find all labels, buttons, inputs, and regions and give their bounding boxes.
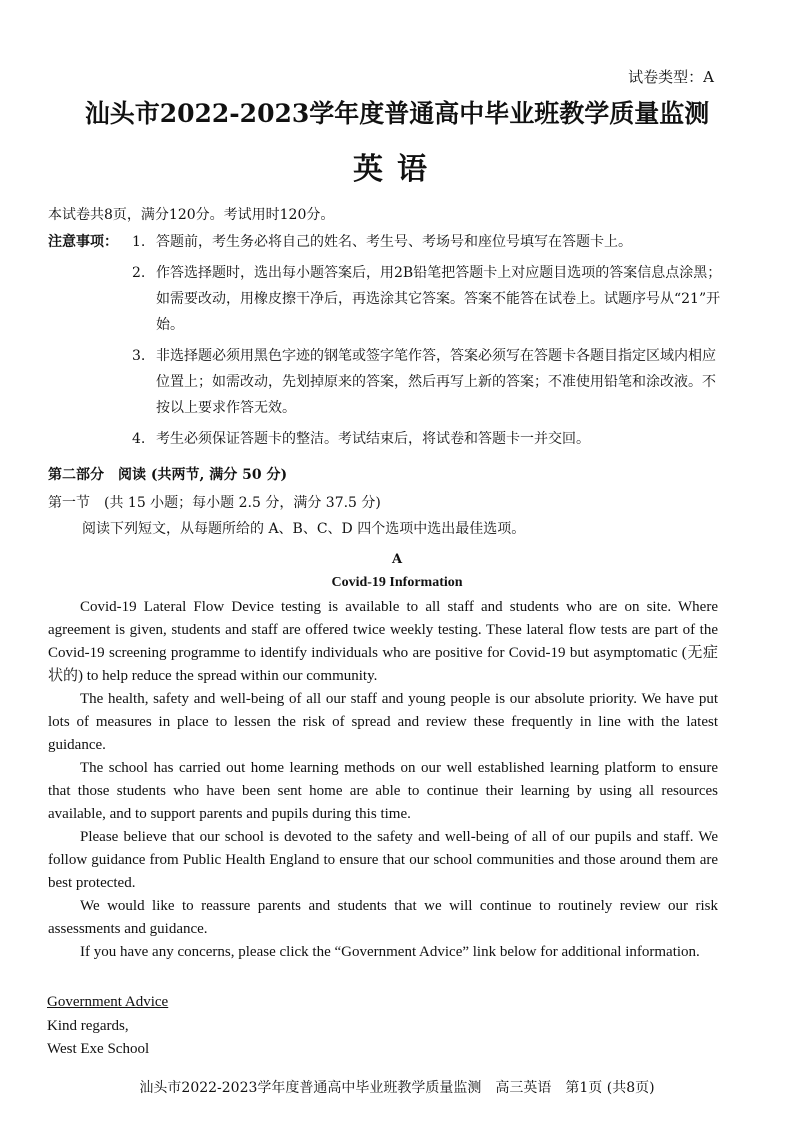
note-item <box>48 426 728 452</box>
note-text: 非选择题必须用黑色字迹的钢笔或签字笔作答，答案必须写在答题卡各题目指定区域内相应位置上；如需改动，先划掉原来的答案，然后再写上新的答案；不准使用铅笔和涂改液。不按以上要求作答无效。 <box>156 348 716 416</box>
passage-paragraph: Please believe that our school is devoted to the safety and well-being of all of our pupils and staff. We follow guidance from Public Health England to ensure that our school communities and those around them are best protected. <box>48 829 718 891</box>
exam-title: 汕头市2022-2023学年度普通高中毕业班教学质量监测 <box>84 99 710 128</box>
note-item <box>48 229 728 255</box>
note-text: 答题前，考生务必将自己的姓名、考生号、考场号和座位号填写在答题卡上。 <box>156 234 632 250</box>
note-number: 1. <box>132 234 146 250</box>
signoff: Kind regards, <box>47 1017 129 1034</box>
note-text: 作答选择题时，选出每小题答案后，用2B铅笔把答题卡上对应题目选项的答案信息点涂黑；如需要改动，用橡皮擦干净后，再选涂其它答案。答案不能答在试卷上。试题序号从“21”开始。 <box>156 265 722 333</box>
note-text: 考生必须保证答题卡的整洁。考试结束后，将试卷和答题卡一并交回。 <box>156 431 590 447</box>
passage-paragraph: Covid-19 Lateral Flow Device testing is available to all staff and students who are on site. Where agreement is given, students and staff are offered twice weekly testing. These lateral flow tests are part of the Covid-19 screening programme to identify individuals who are positive for Covid-19 but asymptomatic (无症状的) to help reduce the spread within our community. <box>48 599 718 684</box>
note-item <box>48 260 728 338</box>
part-heading: 第二部分 阅读 (共两节, 满分 50 分) <box>48 467 288 483</box>
note-number: 3. <box>132 348 146 364</box>
section-heading: 第一节 (共 15 小题；每小题 2.5 分，满分 37.5 分) <box>48 495 381 511</box>
passage-paragraph: If you have any concerns, please click the “Government Advice” link below for additional information. <box>80 944 700 960</box>
subject-title: 英语 <box>353 152 441 187</box>
passage-letter: A <box>391 552 403 567</box>
notes-label: 注意事项： <box>48 234 118 250</box>
passage-paragraph: The health, safety and well-being of all our staff and young people is our absolute priority. We have put lots of measures in place to lessen the risk of spread and review these frequently in line with the latest guidance. <box>48 691 718 753</box>
government-advice-link[interactable]: Government Advice <box>47 994 169 1010</box>
page-footer: 汕头市2022-2023学年度普通高中毕业班教学质量监测 高三英语 第1页 (共8页) <box>139 1080 655 1096</box>
passage-closing <box>47 991 168 1062</box>
passage-paragraph: The school has carried out home learning methods on our well established learning platform to ensure that those students who have been sent home are able to continue their learning by using all resources available, and to support parents and pupils during this time. <box>48 760 718 822</box>
passage-title: Covid-19 Information <box>331 575 463 590</box>
exam-info: 本试卷共8页，满分120分。考试用时120分。 <box>48 207 335 223</box>
paper-type: 试卷类型：A <box>628 68 714 86</box>
passage-body <box>48 596 718 964</box>
note-number: 2. <box>132 265 146 281</box>
notes-block <box>48 229 728 452</box>
passage-paragraph: We would like to reassure parents and students that we will continue to routinely review our risk assessments and guidance. <box>48 898 718 937</box>
note-number: 4. <box>132 431 146 447</box>
note-item <box>48 343 728 421</box>
instruction-text: 阅读下列短文，从每题所给的 A、B、C、D 四个选项中选出最佳选项。 <box>82 521 526 537</box>
signature: West Exe School <box>47 1041 150 1057</box>
